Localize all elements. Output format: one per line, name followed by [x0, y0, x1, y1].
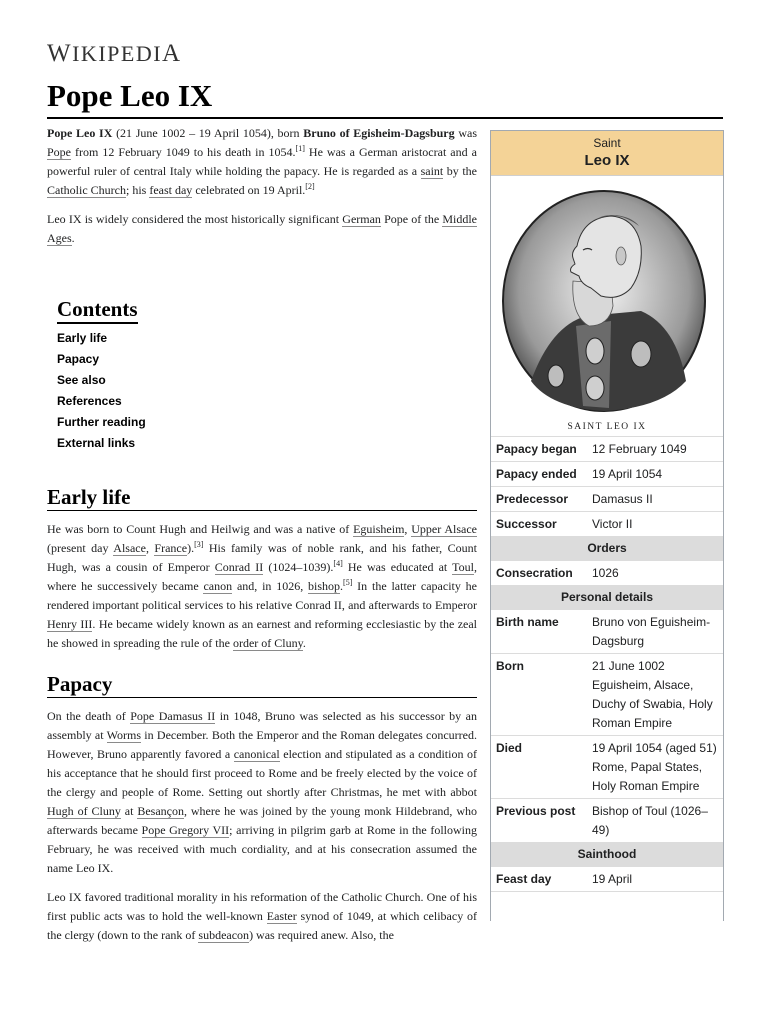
infobox-row-died: Died 19 April 1054 (aged 51) Rome, Papal States, Holy Roman Empire [491, 735, 723, 798]
lead-paragraph-1: Pope Leo IX (21 June 1002 – 19 April 1054), born Bruno of Egisheim-Dagsburg was Pope from 12 February 1049 to his death in 1054.[1] He was a German aristocrat and a powerful ruler of central Italy while holding the papacy. He is regarded as a saint by the Catholic Church; his feast day celebrated on 19 April.[2] [47, 126, 477, 197]
infobox-row-born: Born 21 June 1002 Eguisheim, Alsace, Duchy of Swabia, Holy Roman Empire [491, 653, 723, 735]
papacy-paragraph-2: Leo IX favored traditional morality in his reformation of the Catholic Church. One of his first public acts was to hold the well-known Easter synod of 1049, at which celibacy of the clergy (down to the rank of subdeacon) was required anew. Also, the [47, 890, 477, 942]
article-body [47, 124, 477, 955]
infobox-section-personal-details: Personal details [491, 585, 723, 609]
infobox-row-birth-name: Birth name Bruno von Eguisheim-Dagsburg [491, 609, 723, 653]
link-canon[interactable]: canon [203, 579, 233, 593]
toc-title: Contents [57, 300, 138, 324]
link-easter[interactable]: Easter [266, 909, 297, 923]
link-saint[interactable]: saint [420, 164, 444, 178]
infobox-row-papacy-ended: Papacy ended 19 April 1054 [491, 461, 723, 486]
infobox-row-predecessor: Predecessor Damasus II [491, 486, 723, 511]
link-hugh-of-cluny[interactable]: Hugh of Cluny [47, 804, 121, 818]
toc-item-references[interactable]: References [57, 394, 122, 408]
infobox-row-previous-post: Previous post Bishop of Toul (1026–49) [491, 798, 723, 842]
citation-1[interactable]: [1] [295, 144, 305, 153]
link-bishop[interactable]: bishop [308, 579, 341, 593]
link-conrad-ii[interactable]: Conrad II [214, 560, 264, 574]
link-order-of-cluny[interactable]: order of Cluny [232, 636, 303, 650]
table-of-contents [57, 297, 477, 454]
papacy-paragraph-1: On the death of Pope Damasus II in 1048, Bruno was selected as his successor by an assembly at Worms in December. Both the Emperor and the Roman delegates concurred. However, Bruno apparently favored a canonical election and stipulated as a condition of his acceptance that he should first proceed to Rome and be freely elected by the voice of the clergy and people of Rome. Setting out shortly after Christmas, he met with abbot Hugh of Cluny at Besançon, where he was joined by the young monk Hildebrand, who afterwards became Pope Gregory VII; arriving in pilgrim garb at Rome in the following February, he was received with much cordiality, and at his consecration assumed the name Leo IX. [47, 709, 477, 875]
citation-3[interactable]: [3] [194, 540, 204, 549]
infobox-section-sainthood: Sainthood [491, 842, 723, 866]
link-henry-iii[interactable]: Henry III [47, 617, 93, 631]
early-life-paragraph: He was born to Count Hugh and Heilwig and was a native of Eguisheim, Upper Alsace (present day Alsace, France).[3] His family was of noble rank, and his father, Count Hugh, was a cousin of Emperor Conrad II (1024–1039).[4] He was educated at Toul, where he successively became canon and, in 1026, bishop.[5] In the latter capacity he rendered important political services to his relative Conrad II, and afterwards to Emperor Henry III. He became widely known as an earnest and reforming ecclesiastic by the zeal he showed in spreading the rule of the order of Cluny. [47, 522, 478, 650]
link-damasus-ii[interactable]: Damasus II [592, 492, 653, 506]
infobox-row-feast-day: Feast day 19 April [491, 866, 723, 891]
citation-4[interactable]: [4] [333, 559, 343, 568]
portrait-caption: SAINT LEO IX [567, 422, 647, 432]
title-divider [47, 117, 723, 119]
link-middle-ages[interactable]: Middle Ages [47, 212, 478, 245]
infobox-pre-title: Saint [593, 136, 621, 150]
link-feast-day[interactable]: feast day [149, 183, 193, 197]
toc-item-see-also[interactable]: See also [57, 373, 106, 387]
lead-paragraph-2: Leo IX is widely considered the most historically significant German Pope of the Middle Ages. [47, 212, 478, 245]
infobox-row-cutoff [491, 891, 723, 921]
citation-5[interactable]: [5] [343, 578, 353, 587]
toc-item-early-life[interactable]: Early life [57, 331, 108, 345]
infobox-row-papacy-began: Papacy began 12 February 1049 [491, 436, 723, 461]
link-worms[interactable]: Worms [106, 728, 142, 742]
infobox-row-consecration: Consecration 1026 [491, 560, 723, 585]
link-france[interactable]: France [154, 541, 188, 555]
heading-early-life: Early life [47, 488, 477, 511]
infobox-section-orders: Orders [491, 536, 723, 560]
portrait-image[interactable] [491, 175, 723, 436]
infobox-header [491, 131, 723, 175]
infobox-row-successor: Successor Victor II [491, 511, 723, 536]
link-german[interactable]: German [342, 212, 381, 226]
wikipedia-wordmark[interactable]: WIKIPEDIA [47, 40, 182, 67]
link-pope-damasus-ii[interactable]: Pope Damasus II [130, 709, 216, 723]
toc-item-external-links[interactable]: External links [57, 436, 136, 450]
heading-papacy: Papacy [47, 675, 477, 698]
link-victor-ii[interactable]: Victor II [592, 517, 633, 531]
toc-item-papacy[interactable]: Papacy [57, 352, 100, 366]
link-eguisheim[interactable]: Eguisheim [353, 522, 405, 536]
infobox-name: Leo IX [584, 152, 630, 169]
link-upper-alsace[interactable]: Upper Alsace [411, 522, 477, 536]
link-toul[interactable]: Toul [452, 560, 474, 574]
link-alsace[interactable]: Alsace [113, 541, 146, 555]
link-canonical[interactable]: canonical [233, 747, 280, 761]
link-subdeacon[interactable]: subdeacon [198, 928, 250, 942]
link-catholic-church[interactable]: Catholic Church [47, 183, 126, 197]
link-pope[interactable]: Pope [47, 145, 71, 159]
link-besancon[interactable]: Besançon [137, 804, 184, 818]
toc-item-further-reading[interactable]: Further reading [57, 415, 146, 429]
link-pope-gregory-vii[interactable]: Pope Gregory VII [141, 823, 230, 837]
citation-2[interactable]: [2] [305, 182, 315, 191]
infobox [490, 130, 724, 921]
portrait-engraving [491, 176, 723, 436]
page-title: Pope Leo IX [47, 78, 213, 113]
